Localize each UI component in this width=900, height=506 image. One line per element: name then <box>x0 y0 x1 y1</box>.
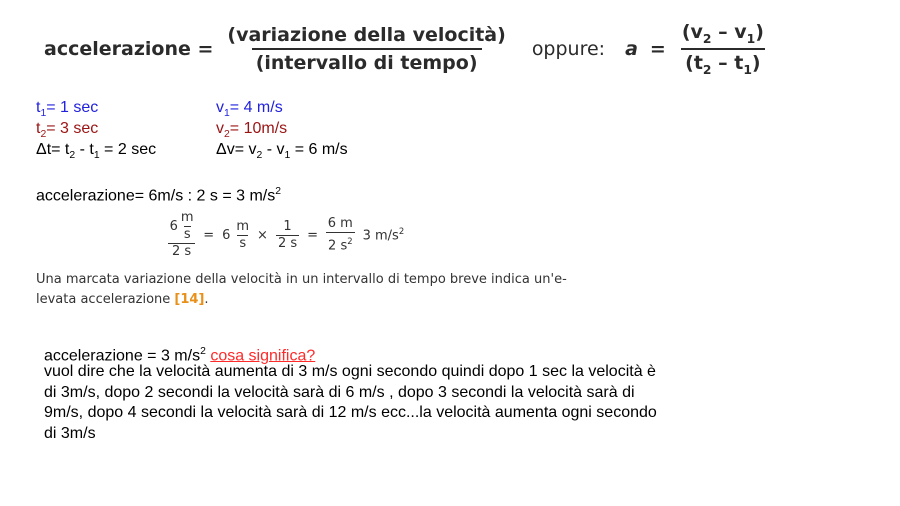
definition-formula <box>44 18 768 80</box>
formula-numerator: (variazione della velocità) <box>227 24 506 46</box>
f-times: × <box>257 227 268 243</box>
or-label: oppure: <box>531 38 606 60</box>
num-close: ) <box>755 21 764 44</box>
f-two-s: 2 s <box>168 243 195 260</box>
note-line-2: levata accelerazione [14]. <box>36 292 209 307</box>
symbolic-denominator <box>681 48 764 77</box>
t2-value: $t_2= 3$ sec <box>36 120 99 141</box>
f-s: s <box>183 227 191 242</box>
explanation-line-2: di 3m/s, dopo 2 secondi la velocità sarà di 6 m/s , dopo 3 secondi la velocità sarà di <box>44 383 635 401</box>
a-symbol: a <box>625 38 638 60</box>
explanation-lead: accelerazione = 3 $m/s^2$ cosa significa? <box>44 346 316 365</box>
den-t2-sub: 2 <box>702 62 712 77</box>
explanation-line-1: vuol dire che la velocità aumenta di 3 m/s ogni secondo quindi dopo 1 sec la velocità è <box>44 363 656 380</box>
explanation-line-3: 9m/s, dopo 4 secondi la velocità sarà di 12 m/s ecc...la velocità aumenta ogni secondo <box>44 404 657 421</box>
explanation-line-4: di 3m/s <box>44 424 96 442</box>
unit-frac-4: $\frac{6 m}{2 s^2}$ <box>327 215 353 254</box>
den-t1-sub: 1 <box>743 62 752 77</box>
symbolic-numerator <box>678 21 768 48</box>
formula-fraction <box>223 24 509 74</box>
num-v2: (v <box>681 21 703 44</box>
den-close: ) <box>751 52 761 74</box>
f-eq2: = <box>307 227 319 243</box>
formula-denominator: (intervallo di tempo) <box>252 48 482 74</box>
f-six: 6 <box>169 218 178 234</box>
num-v1-sub: 1 <box>746 32 756 46</box>
f-six-b: 6 <box>222 227 231 243</box>
formula-lhs: accelerazione = <box>44 38 214 60</box>
explanation-body <box>44 362 657 444</box>
v1-value: $v_1= 4$ m/s <box>216 99 283 120</box>
textbook-note <box>36 270 567 310</box>
acceleration-calculation: accelerazione= 6m/s : 2 s = 3 $m/s^2$ <box>36 186 281 205</box>
delta-v: $\Delta v= v_2 - v_1 = 6$ m/s <box>216 141 348 162</box>
f-result: 3 $m/s^2$ <box>362 226 405 244</box>
num-minus: – v <box>711 21 747 44</box>
question-link[interactable]: cosa significa? <box>210 347 316 365</box>
f-m: m <box>180 210 194 225</box>
f-eq: = <box>203 227 215 243</box>
unit-frac-3: $\frac{1}{2 s}$ <box>277 218 298 251</box>
t1-value: $t_1= 1$ sec <box>36 99 99 120</box>
num-v2-sub: 2 <box>702 32 712 46</box>
den-minus: – t <box>711 52 744 74</box>
reference-tag: [14] <box>174 292 205 307</box>
unit-frac-1 <box>168 210 195 260</box>
unit-frac-2: $\frac{m}{s}$ <box>236 218 250 251</box>
v2-value: $v_2= 10m/s$ <box>216 120 288 141</box>
note-line-1: Una marcata variazione della velocità in un intervallo di tempo breve indica un'e- <box>36 272 567 287</box>
equals-sign: = <box>649 38 666 60</box>
symbolic-fraction <box>678 21 768 77</box>
delta-t: $\Delta t= t_2 - t_1 = 2$ sec <box>36 141 157 162</box>
unit-formula <box>168 208 404 262</box>
den-t2: (t <box>685 52 703 74</box>
